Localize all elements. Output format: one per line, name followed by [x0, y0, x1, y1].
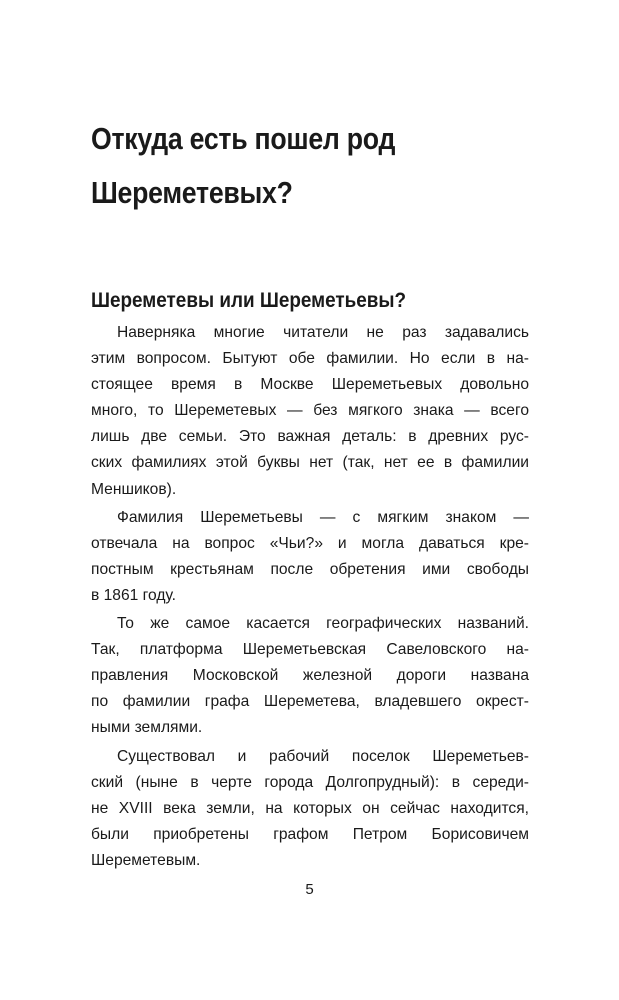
text-line: Шереметевым.: [91, 851, 201, 869]
text-line: по фамилии графа Шереметева, владевшего окрест-: [91, 693, 529, 711]
section-title: Шереметевы или Шереметьевы?: [91, 289, 407, 312]
text-line: много, то Шереметевых — без мягкого знака — всего: [91, 402, 529, 420]
text-line: этим вопросом. Бытуют обе фамилии. Но если в на-: [91, 350, 529, 368]
chapter-title-line-1: Откуда есть пошел род: [91, 121, 396, 156]
page-number: 5: [305, 881, 314, 898]
text-line: ских фамилиях этой буквы нет (так, нет ее в фамилии: [91, 454, 529, 472]
paragraph: [91, 611, 529, 741]
text-line: Фамилия Шереметьевы — с мягким знаком —: [117, 508, 529, 526]
text-line: Наверняка многие читатели не раз задавались: [117, 324, 529, 341]
text-line: не XVIII века земли, на которых он сейчас находится,: [91, 799, 529, 817]
text-line: ными землями.: [91, 719, 203, 737]
text-line: Меншиков).: [91, 480, 177, 498]
text-line: были приобретены графом Петром Борисовичем: [91, 825, 529, 843]
paragraph: [91, 320, 529, 503]
chapter-title: [91, 112, 531, 220]
text-line: стоящее время в Москве Шереметьевых довольно: [91, 376, 529, 394]
body-text: [91, 320, 529, 874]
chapter-title-line-2: Шереметевых?: [91, 175, 293, 210]
text-line: постным крестьянам после обретения ими свободы: [91, 560, 529, 578]
text-line: То же самое касается географических названий.: [117, 615, 529, 633]
text-line: Существовал и рабочий поселок Шереметьев-: [117, 747, 529, 765]
text-line: правления Московской железной дороги названа: [91, 667, 529, 685]
text-line: в 1861 году.: [91, 586, 176, 604]
text-line: ский (ныне в черте города Долгопрудный): в середи-: [91, 773, 529, 791]
text-line: лишь две семьи. Это важная деталь: в древних рус-: [91, 428, 529, 446]
paragraph: [91, 505, 529, 609]
paragraph: [91, 744, 529, 874]
text-line: отвечала на вопрос «Чьи?» и могла даваться кре-: [91, 534, 529, 552]
text-line: Так, платформа Шереметьевская Савеловского на-: [91, 641, 529, 659]
